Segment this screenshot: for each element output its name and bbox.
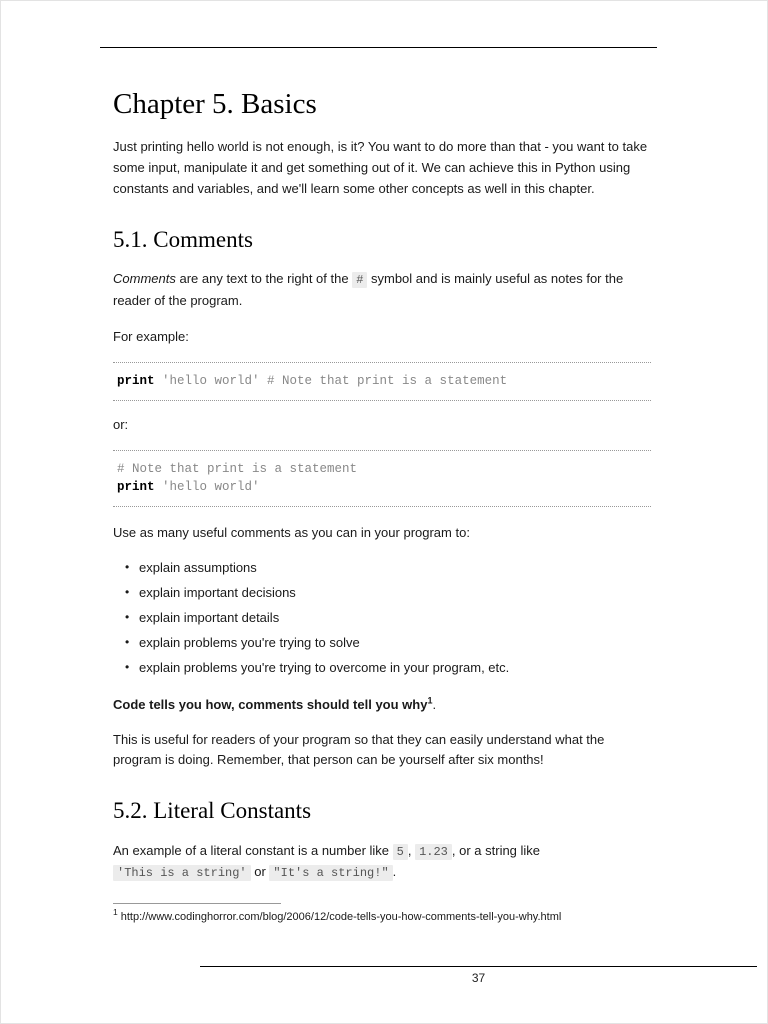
header-rule bbox=[100, 47, 657, 48]
page-number: 37 bbox=[471, 971, 486, 985]
page-content bbox=[100, 88, 657, 926]
list-item-problems-solve: • explain problems you're trying to solve bbox=[125, 631, 651, 656]
for-example-label: For example: bbox=[113, 329, 189, 345]
literal-constants-paragraph bbox=[113, 841, 651, 883]
comments-text-b: symbol and is mainly useful as notes for the reader of the program. bbox=[113, 271, 624, 308]
footnote bbox=[113, 909, 651, 926]
comments-definition-paragraph bbox=[113, 269, 651, 311]
lc-text-d: or bbox=[250, 863, 270, 879]
code-number-5: 5 bbox=[393, 844, 408, 860]
chapter-title: Chapter 5. Basics bbox=[113, 88, 317, 120]
code-number-1-23: 1.23 bbox=[415, 844, 452, 860]
code-rest: 'hello world' bbox=[154, 480, 260, 495]
usefulness-paragraph: This is useful for readers of your program so that they can easily understand what the program is doing. Remember, that person can be yourself after six months! bbox=[113, 731, 605, 768]
lc-text-c: , or a string like bbox=[451, 842, 541, 858]
code-line-print bbox=[117, 478, 647, 497]
code-comment: # Note that print is a statement bbox=[117, 461, 358, 476]
lc-text-a: An example of a literal constant is a number like bbox=[113, 842, 393, 858]
page-footer bbox=[200, 966, 757, 985]
list-item-assumptions: • explain assumptions bbox=[125, 556, 651, 581]
intro-paragraph: Just printing hello world is not enough, is it? You want to do more than that - you want to take some input, manipulate it and get something out of it. We can achieve this in Python using constants and variables, and we'll learn some other concepts as well in this chapter. bbox=[113, 139, 648, 196]
list-item-problems-overcome: • explain problems you're trying to overcome in your program, etc. bbox=[125, 656, 651, 681]
list-item-details: • explain important details bbox=[125, 606, 651, 631]
comments-text-a: are any text to the right of the bbox=[175, 271, 353, 287]
code-block-comment-first bbox=[113, 450, 651, 508]
lc-text-e: . bbox=[392, 863, 397, 879]
code-keyword-print: print bbox=[117, 374, 155, 389]
code-string-single-quoted: 'This is a string' bbox=[113, 865, 251, 881]
lc-text-b: , bbox=[407, 842, 416, 858]
use-comments-paragraph: Use as many useful comments as you can in your program to: bbox=[113, 525, 470, 541]
code-block-print-statement bbox=[113, 362, 651, 401]
section-heading-literal-constants: 5.2. Literal Constants bbox=[113, 798, 312, 824]
quote-text: Code tells you how, comments should tell you why bbox=[113, 696, 428, 712]
hash-inline-code: # bbox=[352, 272, 367, 288]
list-item-decisions: • explain important decisions bbox=[125, 581, 651, 606]
code-keyword-print: print bbox=[117, 480, 155, 495]
footnote-reference: 1 bbox=[427, 695, 433, 706]
comments-word-italic: Comments bbox=[113, 271, 176, 287]
footnote-marker: 1 bbox=[113, 907, 118, 918]
quote-paragraph bbox=[113, 695, 651, 716]
code-string-double-quoted: "It's a string!" bbox=[269, 865, 392, 881]
comments-bullet-list bbox=[113, 556, 651, 681]
section-heading-comments: 5.1. Comments bbox=[113, 226, 253, 252]
document-page bbox=[100, 0, 657, 985]
footnote-separator bbox=[113, 903, 281, 904]
code-rest: 'hello world' # Note that print is a statement bbox=[154, 374, 508, 389]
quote-period: . bbox=[432, 696, 437, 712]
footer-rule bbox=[200, 966, 757, 967]
footnote-url: http://www.codinghorror.com/blog/2006/12/code-tells-you-how-comments-tell-you-why.html bbox=[120, 911, 562, 924]
or-label: or: bbox=[113, 416, 129, 432]
code-line-comment bbox=[117, 460, 647, 479]
